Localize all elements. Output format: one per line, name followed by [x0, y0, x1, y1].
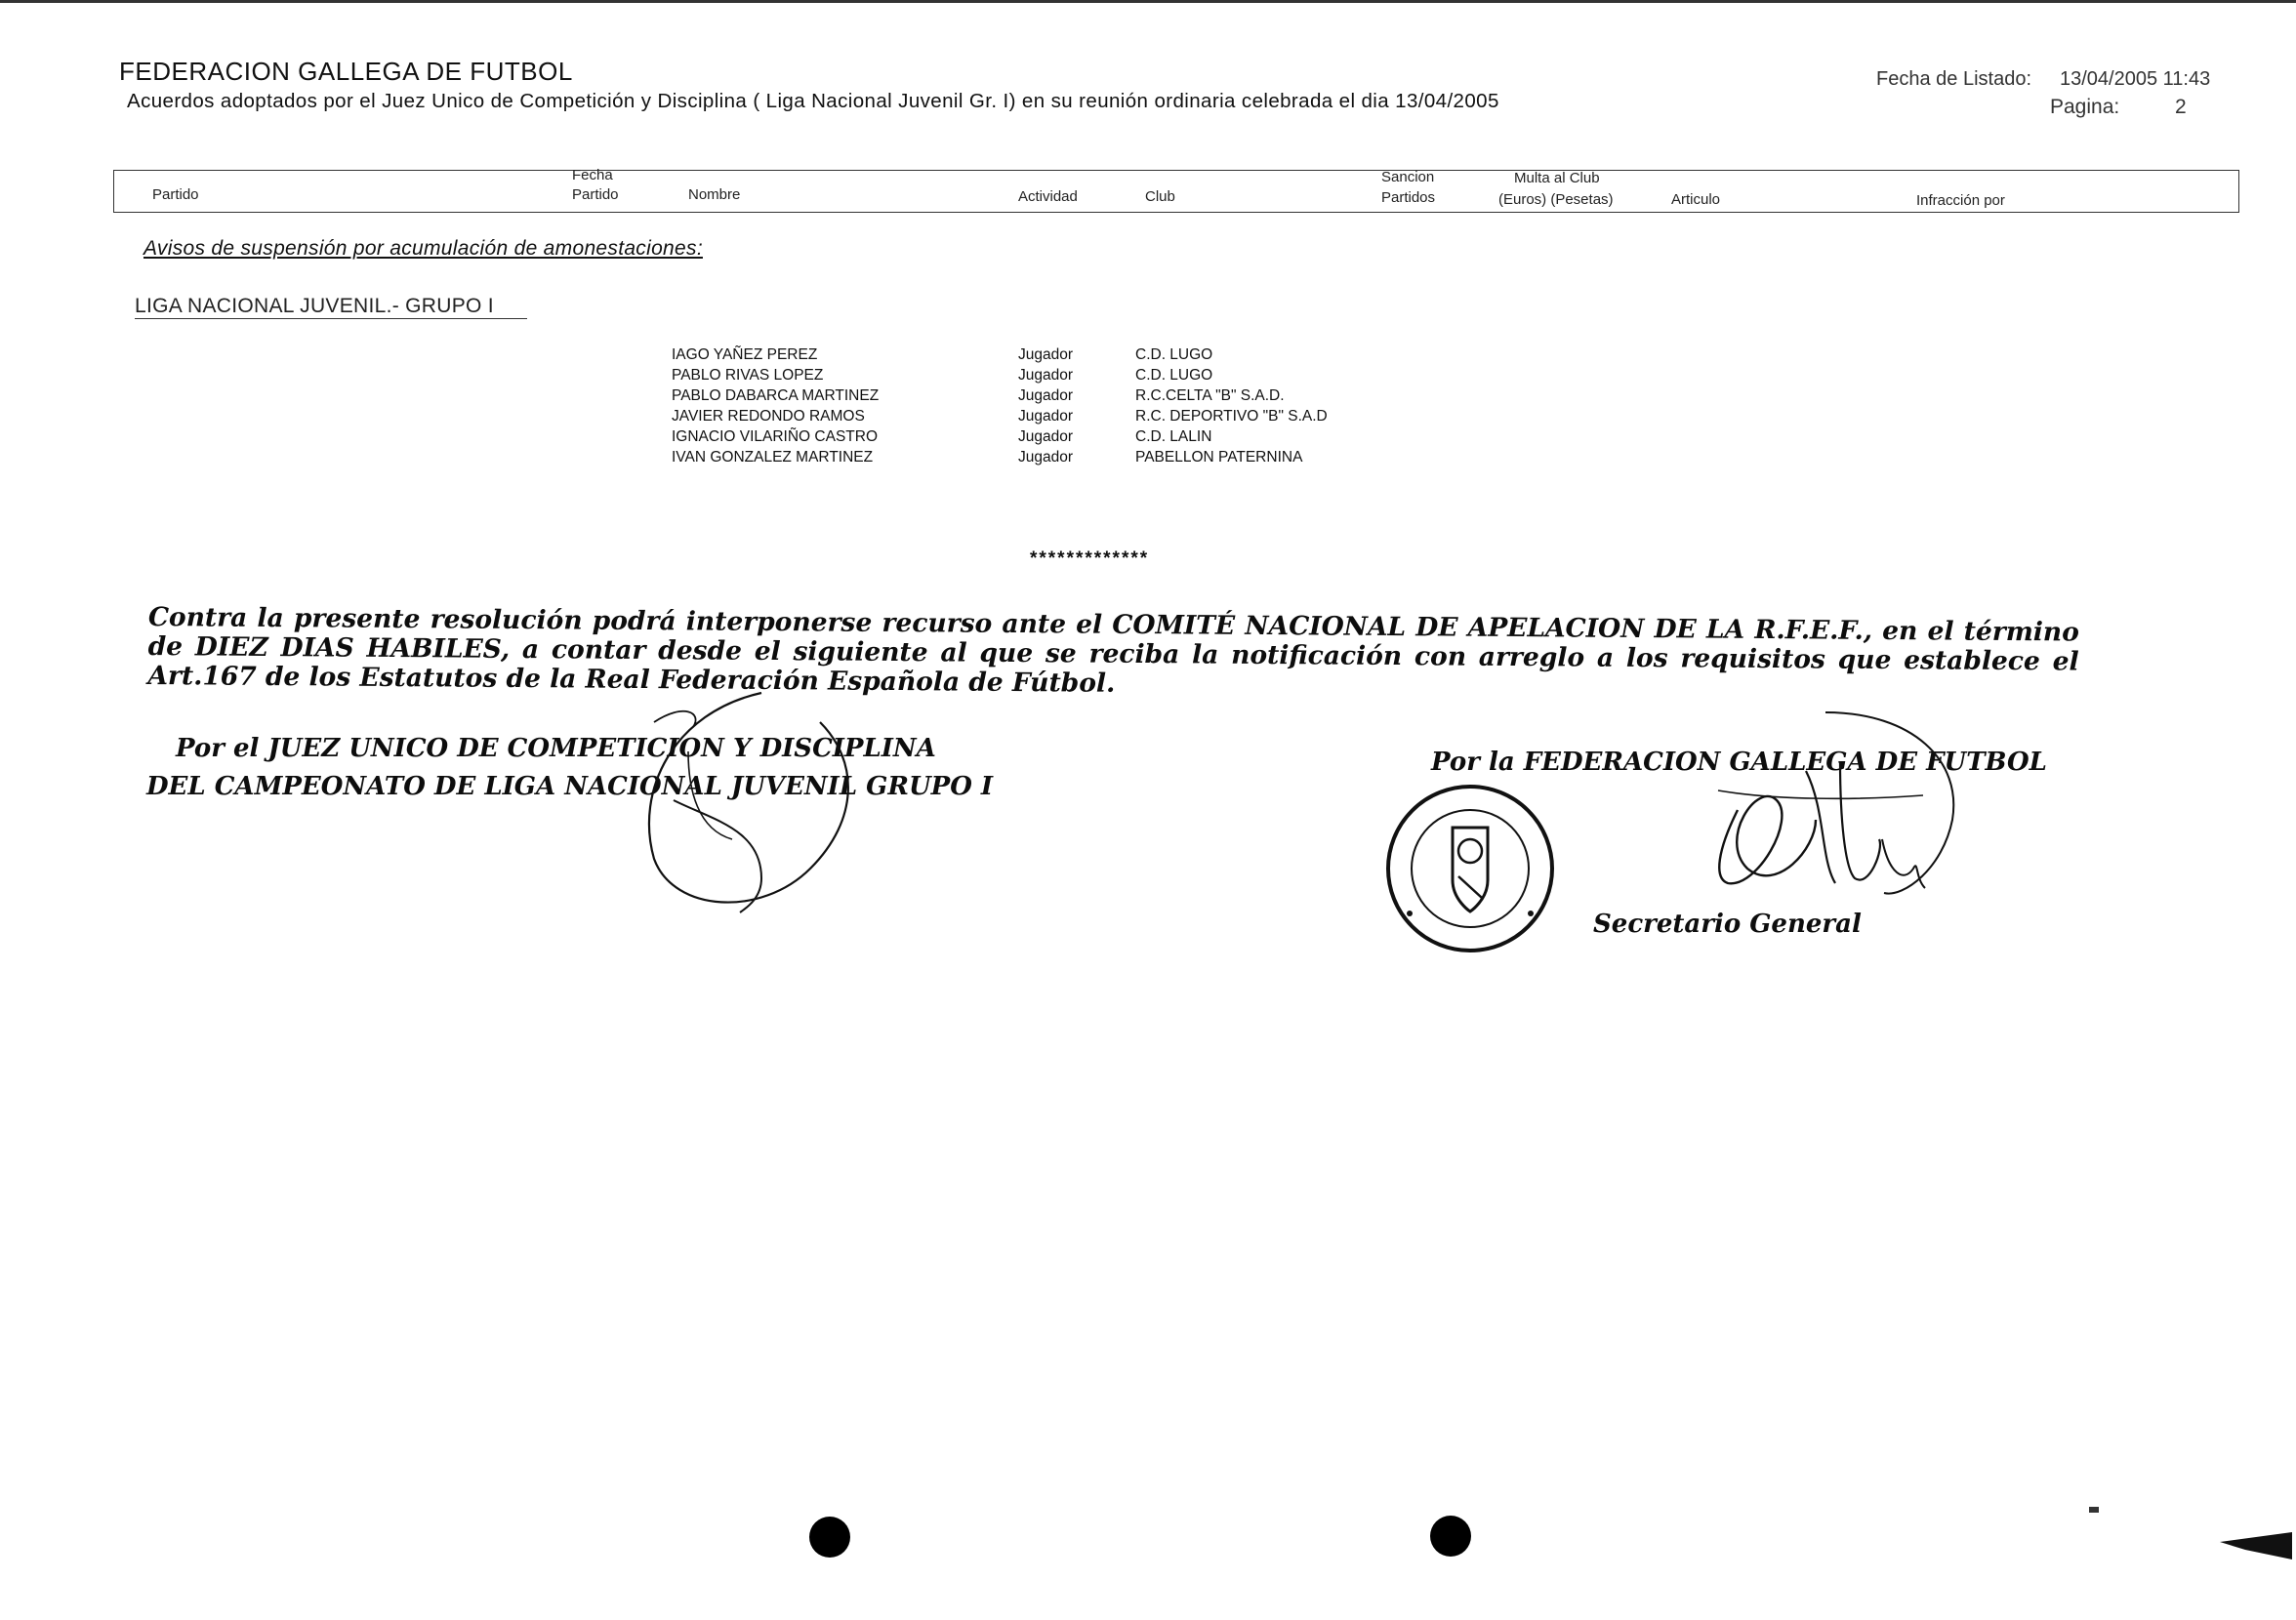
organization-title: FEDERACION GALLEGA DE FUTBOL [119, 57, 573, 86]
secretary-general-title: Secretario General [1593, 910, 1862, 939]
col-partido: Partido [152, 186, 199, 203]
handwritten-signature-left [615, 683, 888, 927]
listing-date-label: Fecha de Listado: [1876, 68, 2031, 90]
stamp-seal-graphic [1384, 783, 1556, 954]
col-sancion-bottom: Partidos [1381, 189, 1436, 206]
player-row [0, 346, 2296, 367]
col-infraccion: Infracción por [1916, 192, 2005, 209]
player-name: IAGO YAÑEZ PEREZ [672, 346, 818, 363]
player-club: PABELLON PATERNINA [1135, 449, 1303, 466]
player-club: C.D. LUGO [1135, 346, 1213, 363]
col-multa-top: Multa al Club [1514, 170, 1600, 186]
col-actividad: Actividad [1018, 188, 1078, 205]
page-label: Pagina: [2050, 96, 2120, 118]
player-club: C.D. LALIN [1135, 428, 1212, 445]
col-nombre: Nombre [688, 186, 741, 203]
scan-speck [2089, 1507, 2099, 1513]
player-club: C.D. LUGO [1135, 367, 1213, 384]
col-fecha-top: Fecha [572, 167, 613, 183]
col-articulo: Articulo [1671, 191, 1721, 208]
listing-date-value: 13/04/2005 11:43 [2060, 68, 2211, 90]
separator-asterisks: ************* [1030, 548, 1150, 569]
player-row [0, 387, 2296, 408]
player-activity: Jugador [1018, 428, 1074, 445]
player-activity: Jugador [1018, 346, 1074, 363]
col-multa-bottom: (Euros) (Pesetas) [1498, 191, 1614, 208]
judge-signature-line-1: Por el JUEZ UNICO DE COMPETICION Y DISCIPLINA [176, 734, 936, 763]
player-name: JAVIER REDONDO RAMOS [672, 408, 865, 425]
player-row [0, 367, 2296, 387]
federation-signature-line: Por la FEDERACION GALLEGA DE FUTBOL [1431, 748, 2047, 777]
player-name: IGNACIO VILARIÑO CASTRO [672, 428, 879, 445]
player-row [0, 449, 2296, 469]
binder-hole-right [1430, 1516, 1471, 1557]
player-activity: Jugador [1018, 367, 1074, 384]
appeal-resolution-paragraph: Contra la presente resolución podrá interponerse recurso ante el COMITÉ NACIONAL DE APELACION DE LA R.F.E.F., en el término de DIEZ DIAS HABILES, a contar desde el siguiente al que se reciba la notificación con arreglo a los requisitos que establece el Art.167 de los Estatutos de la Real Federación Española de Fútbol. [147, 602, 2079, 699]
scan-artifact-mark [2216, 1503, 2296, 1561]
player-name: PABLO RIVAS LOPEZ [672, 367, 824, 384]
federation-stamp [1384, 783, 1556, 954]
page-number: 2 [2175, 96, 2187, 118]
document-subtitle: Acuerdos adoptados por el Juez Unico de Competición y Disciplina ( Liga Nacional Juvenil Gr. I) en su reunión ordinaria celebrada el dia 13/04/2005 [127, 90, 1499, 112]
handwritten-signature-right [1660, 703, 1972, 908]
col-club: Club [1145, 188, 1175, 205]
player-club: R.C.CELTA "B" S.A.D. [1135, 387, 1285, 404]
col-fecha-bottom: Partido [572, 186, 619, 203]
suspension-notice-heading: Avisos de suspensión por acumulación de amonestaciones: [144, 237, 703, 260]
top-edge-line [0, 0, 2296, 3]
player-activity: Jugador [1018, 408, 1074, 425]
player-row [0, 428, 2296, 449]
judge-signature-line-2: DEL CAMPEONATO DE LIGA NACIONAL JUVENIL GRUPO I [146, 772, 994, 801]
binder-hole-left [809, 1517, 850, 1558]
player-club: R.C. DEPORTIVO "B" S.A.D [1135, 408, 1328, 425]
player-name: IVAN GONZALEZ MARTINEZ [672, 449, 874, 466]
player-name: PABLO DABARCA MARTINEZ [672, 387, 880, 404]
league-group-heading: LIGA NACIONAL JUVENIL.- GRUPO I [135, 295, 527, 319]
player-activity: Jugador [1018, 449, 1074, 466]
col-sancion-top: Sancion [1381, 169, 1435, 185]
player-row [0, 408, 2296, 428]
player-activity: Jugador [1018, 387, 1074, 404]
